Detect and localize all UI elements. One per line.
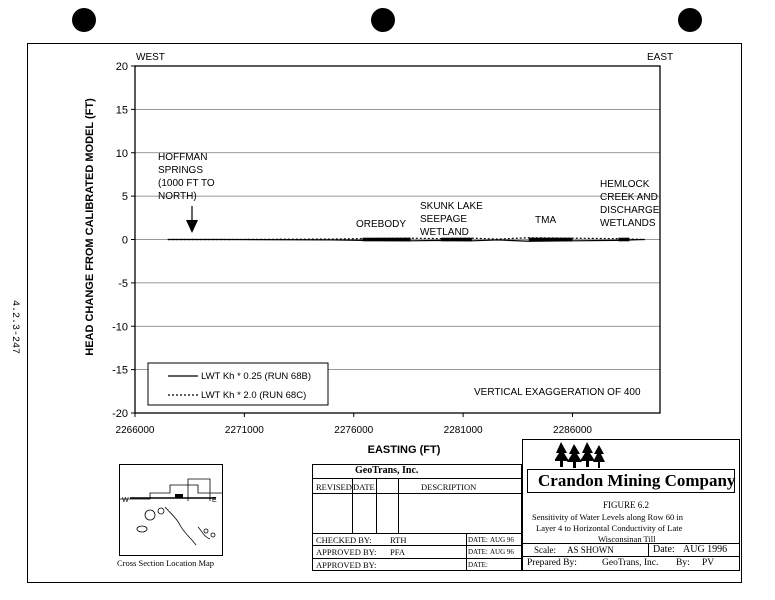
prepared-by-value: GeoTrans, Inc. <box>602 558 659 568</box>
divider <box>312 545 522 546</box>
checked-date-value: AUG 96 <box>490 536 514 544</box>
checked-date-label: DATE: <box>468 536 488 544</box>
divider <box>312 533 522 534</box>
x-tick-label: 2281000 <box>443 425 483 436</box>
y-tick-label: -20 <box>112 408 128 420</box>
checked-by-label: CHECKED BY: <box>316 535 372 545</box>
scale-label: Scale: <box>534 545 556 555</box>
map-label-west: W <box>122 497 129 504</box>
y-axis-title: HEAD CHANGE FROM CALIBRATED MODEL (FT) <box>84 98 96 356</box>
approved2-label: APPROVED BY: <box>316 560 377 570</box>
annotation-orebody <box>356 219 406 230</box>
annotation-line: WETLAND <box>420 227 469 238</box>
annotation-line: SKUNK LAKE <box>420 201 483 212</box>
annotation-line: OREBODY <box>356 219 407 230</box>
legend-label-run-68c: LWT Kh * 2.0 (RUN 68C) <box>201 390 307 401</box>
figure-desc-line-2: Layer 4 to Horizontal Conductivity of Late <box>536 523 683 533</box>
y-tick-label: 10 <box>115 147 128 160</box>
annotation-line: (1000 FT TO <box>158 178 215 189</box>
y-tick-label: -15 <box>112 364 128 377</box>
annotation-line: CREEK AND <box>600 192 658 203</box>
legend-label-run-68b: LWT Kh * 0.25 (RUN 68B) <box>201 371 311 382</box>
divider <box>376 478 377 533</box>
margin-page-number: 4.2.3-247 <box>9 300 20 355</box>
annotation-skunk-lake <box>420 201 486 238</box>
x-tick-label: 2286000 <box>553 425 592 436</box>
annotation-vertical-exaggeration: VERTICAL EXAGGERATION OF 400 <box>474 387 641 398</box>
map-label-east: E <box>212 497 217 504</box>
y-tick-label: -10 <box>112 321 128 334</box>
annotation-line: SPRINGS <box>158 165 204 176</box>
y-tick-label: -5 <box>118 277 128 290</box>
divider <box>312 558 522 559</box>
annotation-line: DISCHARGE <box>600 205 660 216</box>
x-tick-label: 2271000 <box>224 425 264 436</box>
checked-by-value: RTH <box>390 535 407 545</box>
col-description: DESCRIPTION <box>421 482 477 492</box>
col-date: DATE <box>353 482 375 492</box>
divider <box>466 533 467 571</box>
location-map-drawing <box>120 465 222 555</box>
divider <box>312 478 522 479</box>
annotation-hemlock-creek <box>600 179 662 229</box>
by-value: PV <box>702 558 715 568</box>
col-revised: REVISED <box>316 482 352 492</box>
figure-desc-line-1: Sensitivity of Water Levels along Row 60 in <box>532 512 683 522</box>
scale-value: AS SHOWN <box>567 545 614 555</box>
hoffman-arrow <box>186 206 198 233</box>
approved2-date-label: DATE: <box>468 561 488 569</box>
annotation-line: WETLANDS <box>600 218 656 229</box>
annotation-line: TMA <box>535 215 557 226</box>
x-tick-label: 2276000 <box>334 425 374 436</box>
annotation-line: SEEPAGE <box>420 214 468 225</box>
divider <box>522 556 740 557</box>
legend <box>148 363 328 405</box>
pine-trees-logo <box>555 442 605 470</box>
annotation-line: HEMLOCK <box>600 179 650 190</box>
y-tick-label: 20 <box>115 61 128 73</box>
annotation-line: NORTH) <box>158 191 197 202</box>
x-tick-label: 2266000 <box>115 425 155 436</box>
x-axis-title: EASTING (FT) <box>367 444 441 456</box>
side-label-west: WEST <box>136 52 165 63</box>
annotation-hoffman-springs <box>158 152 217 202</box>
date-value: AUG 1996 <box>683 544 728 555</box>
figure-desc-line-3: Wisconsinan Till <box>598 534 656 544</box>
divider <box>398 478 399 533</box>
annotation-tma <box>535 215 556 226</box>
divider <box>312 493 522 494</box>
prepared-label: Prepared By: <box>527 558 577 568</box>
approved-date-label: DATE: <box>468 548 488 556</box>
approved-by-label: APPROVED BY: <box>316 547 377 557</box>
y-tick-label: 0 <box>121 234 128 247</box>
approved-by-value: PFA <box>390 547 405 557</box>
divider <box>648 543 649 556</box>
firm-name: GeoTrans, Inc. <box>355 465 419 476</box>
side-label-east: EAST <box>647 52 674 63</box>
approved-date-value: AUG 96 <box>490 548 514 556</box>
y-tick-label: 5 <box>121 191 128 204</box>
by-label: By: <box>676 558 690 568</box>
location-map <box>119 464 223 556</box>
location-map-caption: Cross Section Location Map <box>117 558 215 568</box>
company-name: Crandon Mining Company <box>538 471 736 490</box>
annotation-line: HOFFMAN <box>158 152 208 163</box>
figure-number: FIGURE 6.2 <box>603 500 650 510</box>
y-tick-label: 15 <box>115 104 128 117</box>
date-label: Date: <box>653 544 675 555</box>
